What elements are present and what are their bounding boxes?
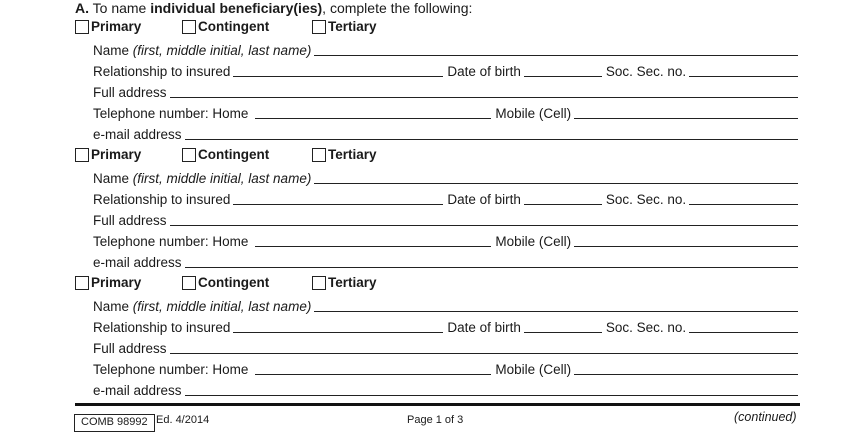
contingent-checkbox-1[interactable]: Contingent [182,19,269,34]
checkbox-box[interactable] [75,20,89,34]
home-phone-field-3[interactable] [255,360,491,375]
contingent-checkbox-2[interactable]: Contingent [182,147,269,162]
checkbox-box[interactable] [312,148,326,162]
dob-field-1[interactable] [524,62,602,77]
tertiary-checkbox-1[interactable]: Tertiary [312,19,377,34]
checkbox-box[interactable] [75,148,89,162]
page-number: Page 1 of 3 [407,414,464,426]
home-phone-field-1[interactable] [255,104,491,119]
ssn-field-3[interactable] [689,318,798,333]
continued-label: (continued) [734,410,797,424]
email-field-3[interactable] [185,381,798,396]
checkbox-box[interactable] [182,148,196,162]
address-field-1[interactable] [170,83,798,98]
contingent-checkbox-3[interactable]: Contingent [182,275,269,290]
home-phone-field-2[interactable] [255,232,491,247]
primary-checkbox-2[interactable]: Primary [75,147,141,162]
dob-field-3[interactable] [524,318,602,333]
email-field-1[interactable] [185,125,798,140]
checkbox-box[interactable] [182,20,196,34]
tertiary-checkbox-2[interactable]: Tertiary [312,147,377,162]
address-field-2[interactable] [170,211,798,226]
section-heading: A. To name individual beneficiary(ies), complete the following: [75,0,473,16]
tertiary-checkbox-3[interactable]: Tertiary [312,275,377,290]
dob-field-2[interactable] [524,190,602,205]
form-code: COMB 98992 [74,414,155,432]
ssn-field-2[interactable] [689,190,798,205]
checkbox-box[interactable] [75,276,89,290]
name-field-3[interactable] [314,297,798,312]
ssn-field-1[interactable] [689,62,798,77]
relationship-field-3[interactable] [233,318,443,333]
checkbox-box[interactable] [312,276,326,290]
address-field-3[interactable] [170,339,798,354]
checkbox-box[interactable] [312,20,326,34]
name-field-2[interactable] [314,169,798,184]
mobile-field-2[interactable] [574,232,798,247]
relationship-field-2[interactable] [233,190,443,205]
mobile-field-1[interactable] [574,104,798,119]
footer-divider [75,403,800,406]
mobile-field-3[interactable] [574,360,798,375]
email-field-2[interactable] [185,253,798,268]
checkbox-box[interactable] [182,276,196,290]
edition-label: Ed. 4/2014 [156,414,210,426]
name-field-1[interactable] [314,41,798,56]
relationship-field-1[interactable] [233,62,443,77]
primary-checkbox-1[interactable]: Primary [75,19,141,34]
primary-checkbox-3[interactable]: Primary [75,275,141,290]
